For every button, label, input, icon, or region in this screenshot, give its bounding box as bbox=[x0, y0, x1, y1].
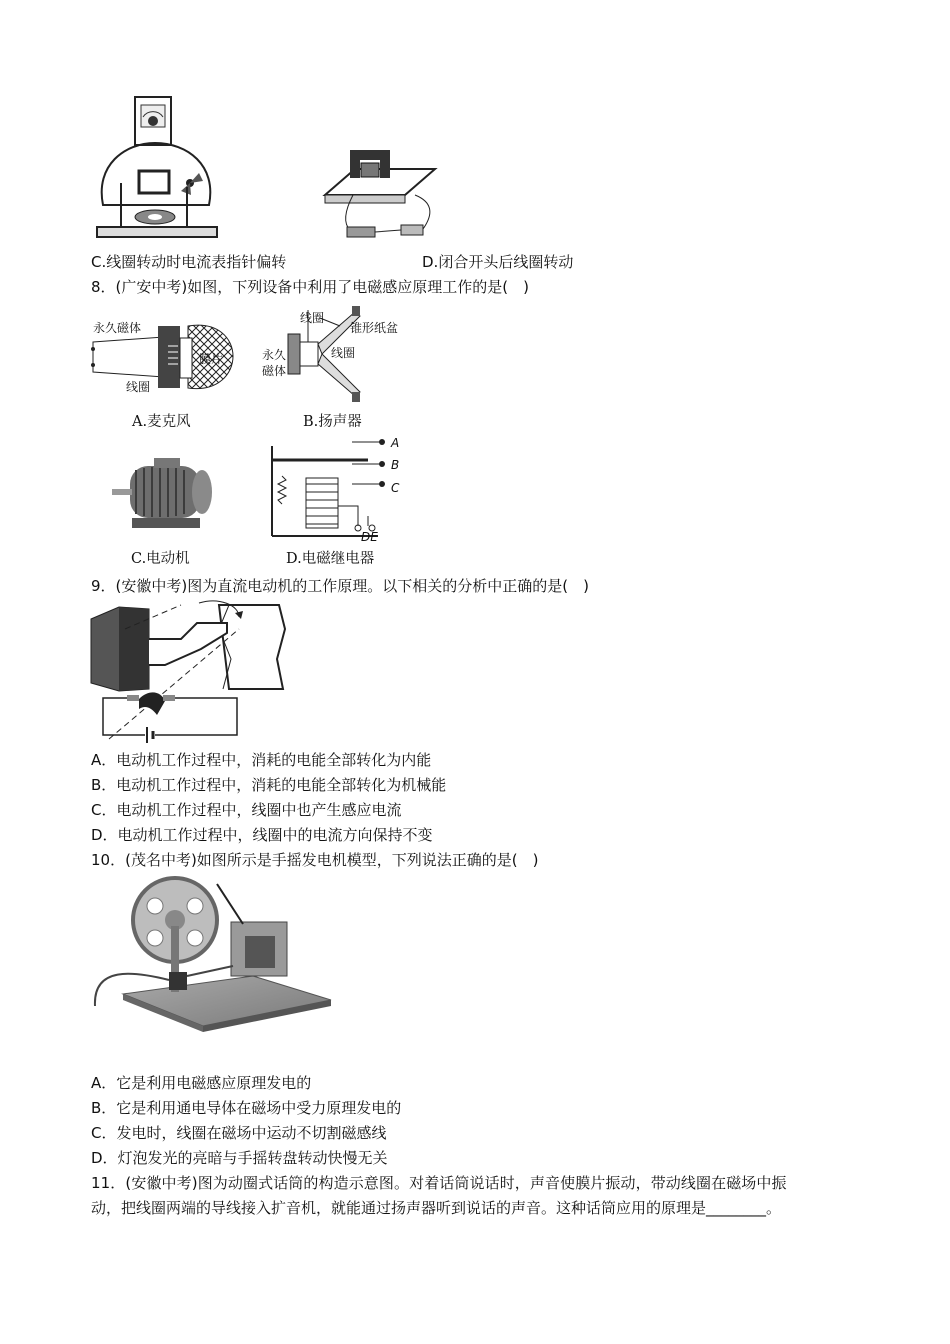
relay-drawing bbox=[268, 436, 408, 544]
motor-setup-drawing bbox=[315, 145, 445, 245]
mic-label-coil: 线圈 bbox=[126, 380, 151, 394]
caption-relay: D.电磁继电器 bbox=[286, 551, 375, 567]
q10-stem: 10．(茂名中考)如图所示是手摇发电机模型，下列说法正确的是( ) bbox=[91, 851, 539, 869]
figure-relay bbox=[268, 436, 408, 544]
option-d-text: D.闭合开头后线圈转动 bbox=[422, 253, 574, 271]
figure-d-motor-setup bbox=[315, 145, 445, 245]
q8-stem: 8．(广安中考)如图，下列设备中利用了电磁感应原理工作的是( ) bbox=[91, 278, 529, 296]
q9-option-c: C．电动机工作过程中，线圈中也产生感应电流 bbox=[91, 801, 402, 819]
figure-c-galvanometer bbox=[95, 95, 225, 245]
q11-line-1: 11．(安徽中考)图为动圈式话筒的构造示意图。对着话筒说话时，声音使膜片振动，带动线圈在磁场中振 bbox=[91, 1174, 787, 1192]
relay-label-c: C bbox=[391, 481, 400, 495]
speaker-label-cone: 锥形纸盆 bbox=[350, 321, 399, 335]
speaker-label-magnet-2: 磁体 bbox=[262, 364, 287, 378]
q10-option-d: D．灯泡发光的亮暗与手摇转盘转动快慢无关 bbox=[91, 1149, 388, 1167]
figure-electric-motor bbox=[110, 456, 220, 536]
relay-label-de: DE bbox=[361, 530, 378, 544]
dc-motor-drawing bbox=[89, 599, 287, 749]
mic-label-film: 膜片 bbox=[199, 352, 224, 366]
mic-label-magnet: 永久磁体 bbox=[93, 321, 142, 335]
figure-dc-motor-principle bbox=[89, 599, 287, 749]
caption-speaker: B.扬声器 bbox=[303, 414, 362, 430]
caption-microphone: A.麦克风 bbox=[132, 414, 191, 430]
relay-label-a: A bbox=[391, 436, 400, 450]
caption-motor: C.电动机 bbox=[131, 551, 190, 567]
q10-option-a: A．它是利用电磁感应原理发电的 bbox=[91, 1074, 312, 1092]
figure-hand-generator bbox=[93, 876, 333, 1036]
speaker-label-coil-top: 线圈 bbox=[300, 311, 325, 325]
q9-option-b: B．电动机工作过程中，消耗的电能全部转化为机械能 bbox=[91, 776, 447, 794]
q9-option-d: D．电动机工作过程中，线圈中的电流方向保持不变 bbox=[91, 826, 433, 844]
q9-stem: 9．(安徽中考)图为直流电动机的工作原理。以下相关的分析中正确的是( ) bbox=[91, 577, 589, 595]
q11-line-2: 动，把线圈两端的导线接入扩音机，就能通过扬声器听到说话的声音。这种话筒应用的原理是________。 bbox=[91, 1199, 782, 1217]
speaker-label-magnet-1: 永久 bbox=[262, 348, 287, 362]
q10-option-c: C．发电时，线圈在磁场中运动不切割磁感线 bbox=[91, 1124, 387, 1142]
option-c-text: C.线圈转动时电流表指针偏转 bbox=[91, 253, 287, 271]
electric-motor-drawing bbox=[110, 456, 220, 536]
speaker-label-coil-right: 线圈 bbox=[331, 346, 356, 360]
galvanometer-drawing bbox=[95, 95, 225, 245]
q10-option-b: B．它是利用通电导体在磁场中受力原理发电的 bbox=[91, 1099, 402, 1117]
q9-option-a: A．电动机工作过程中，消耗的电能全部转化为内能 bbox=[91, 751, 432, 769]
relay-label-b: B bbox=[391, 458, 400, 472]
hand-generator-drawing bbox=[93, 876, 333, 1036]
